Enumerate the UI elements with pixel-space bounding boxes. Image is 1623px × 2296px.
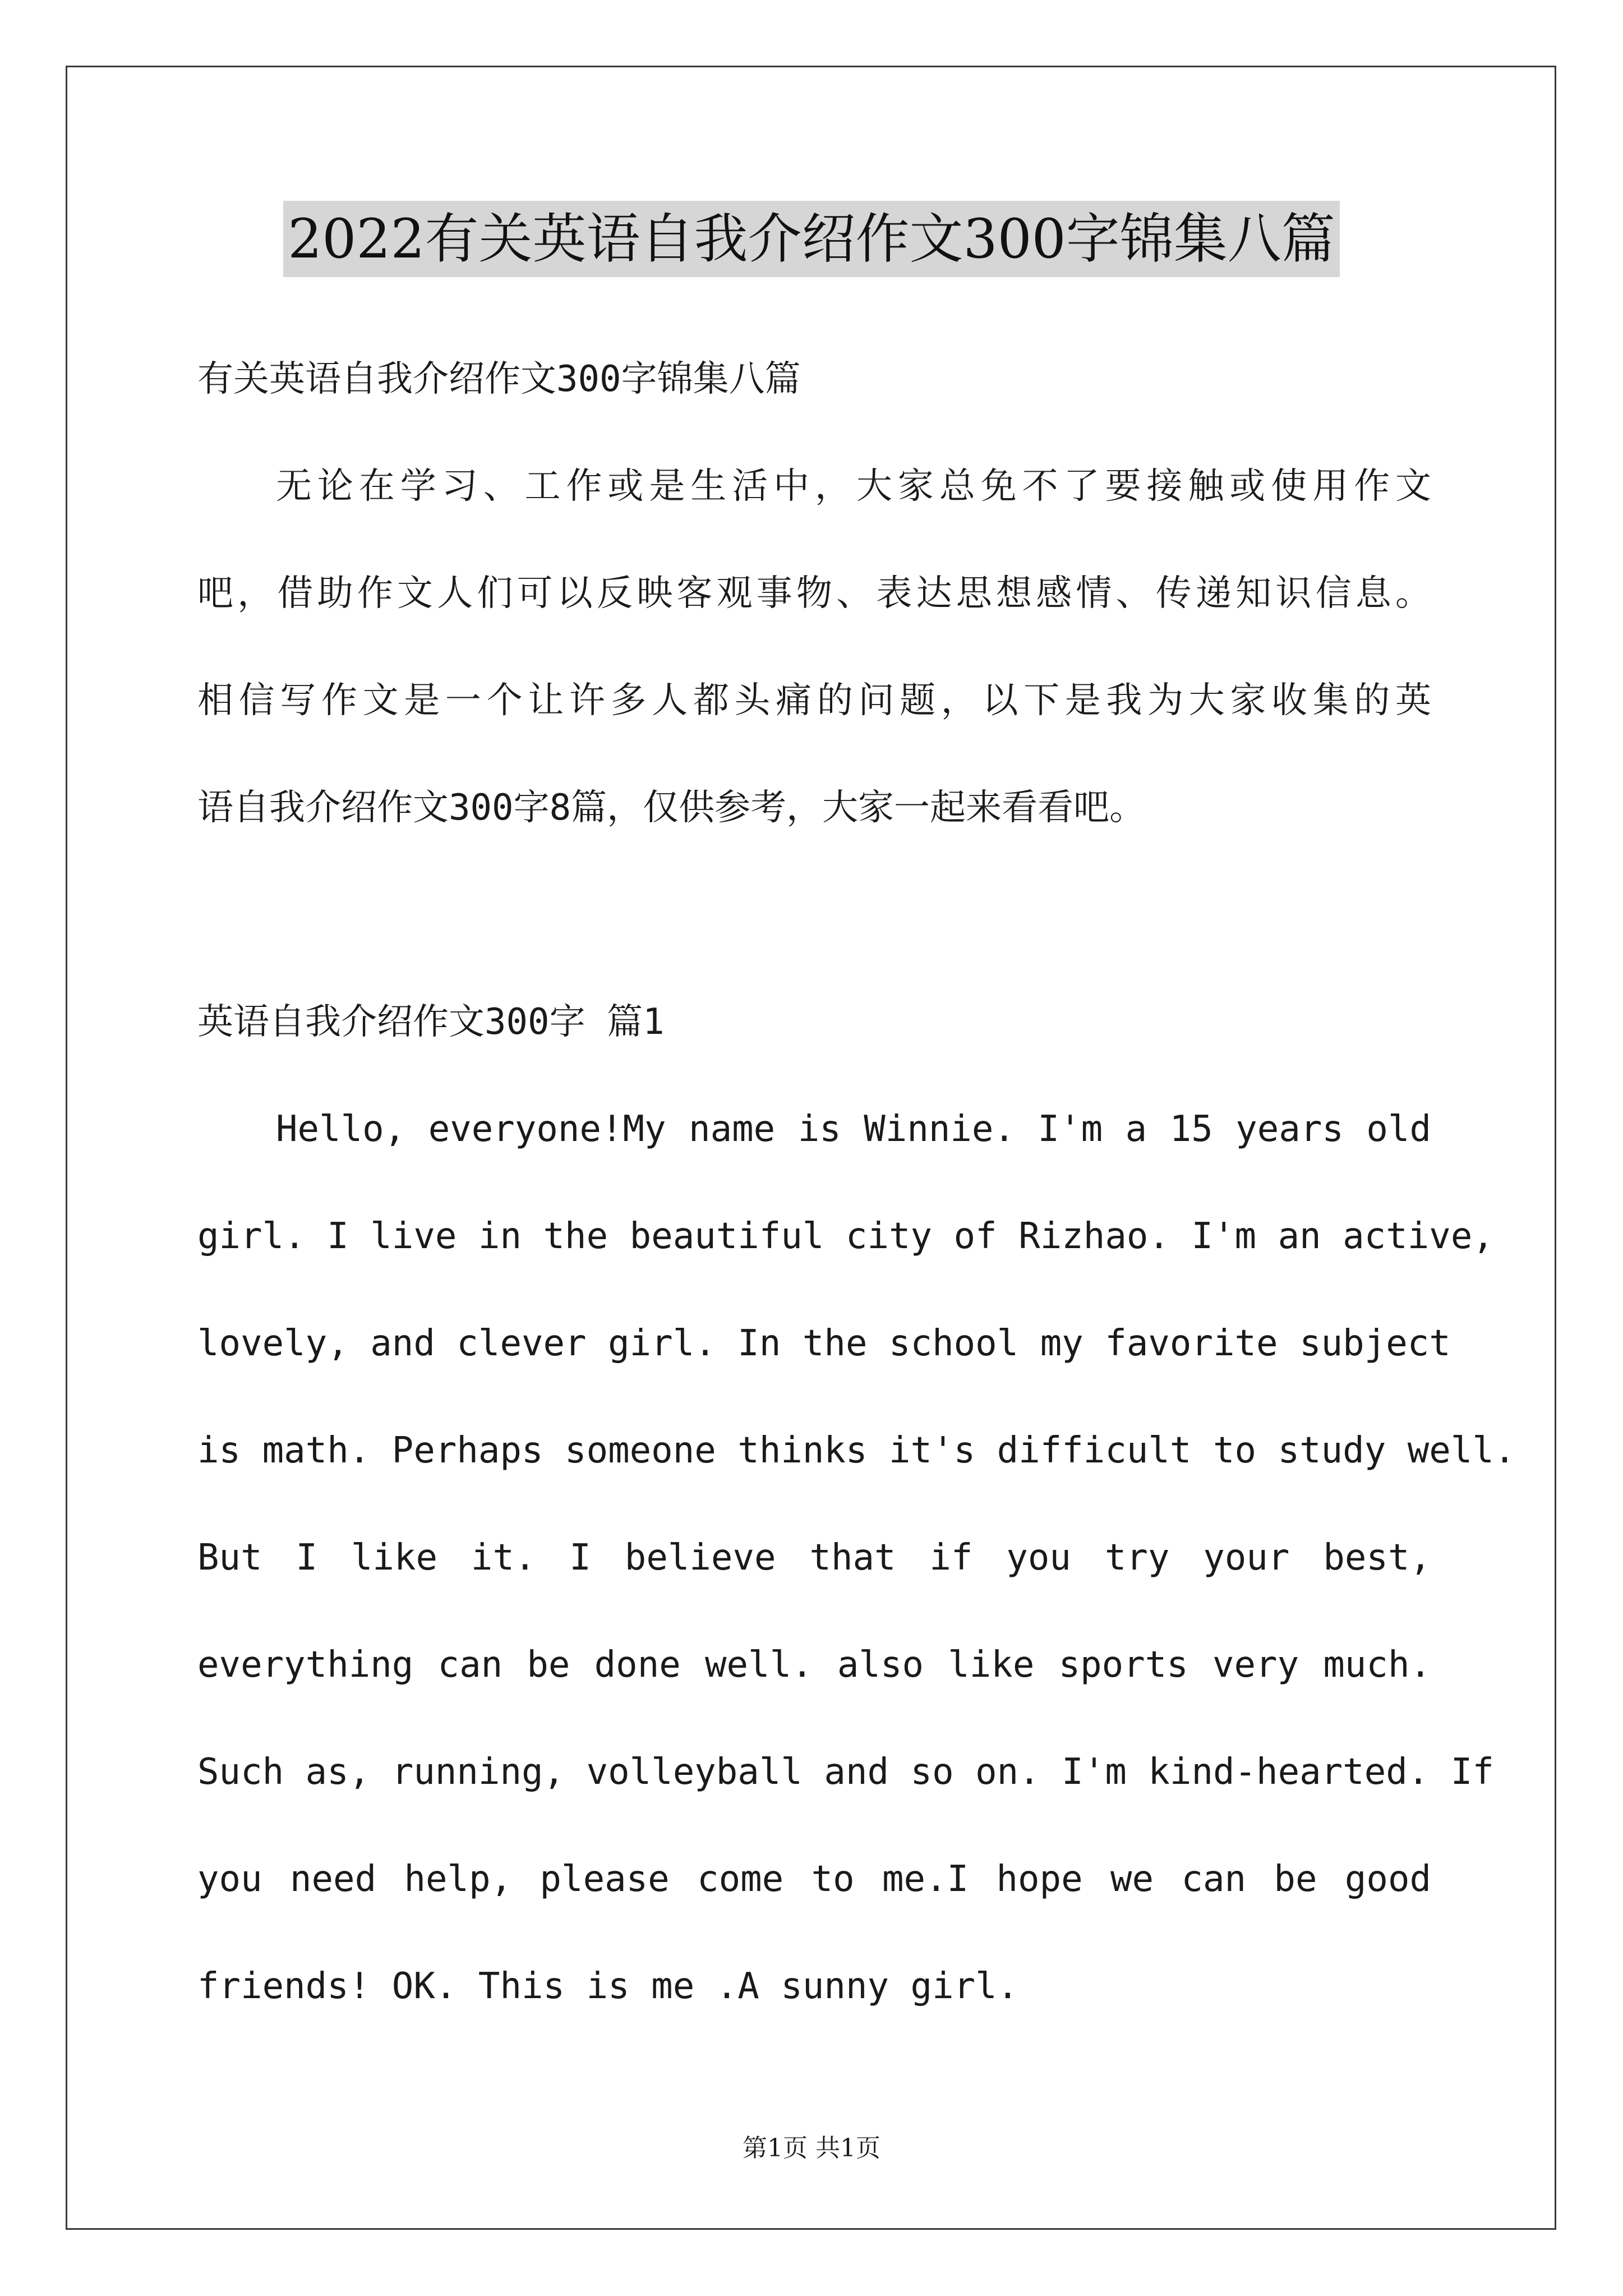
intro-line-3: 相信写作文是一个让许多人都头痛的问题，以下是我为大家收集的英	[197, 680, 1431, 721]
essay-line-2: girl. I live in the beautiful city of Rizhao. I'm an active,	[197, 1216, 1494, 1257]
page-footer: 第1页 共1页	[743, 2134, 880, 2162]
intro-line-4: 语自我介绍作文300字8篇，仅供参考，大家一起来看看吧。	[197, 787, 1146, 829]
essay-line-6: everything can be done well. also like sports very much.	[197, 1644, 1431, 1686]
essay-line-9: friends! OK. This is me .A sunny girl.	[197, 1966, 1019, 2007]
subtitle: 有关英语自我介绍作文300字锦集八篇	[197, 358, 801, 400]
title-wrap	[0, 201, 1623, 277]
essay-line-4: is math. Perhaps someone thinks it's difficult to study well.	[197, 1430, 1516, 1471]
essay-line-1: Hello, everyone!My name is Winnie. I'm a 15 years old	[276, 1108, 1431, 1150]
document-title: 2022有关英语自我介绍作文300字锦集八篇	[283, 201, 1340, 277]
essay-line-8: you need help, please come to me.I hope we can be good	[197, 1858, 1431, 1900]
essay-line-5: But I like it. I believe that if you try your best,	[197, 1537, 1431, 1579]
essay-line-7: Such as, running, volleyball and so on. I'm kind-hearted. If	[197, 1751, 1494, 1793]
section-heading: 英语自我介绍作文300字 篇1	[197, 1001, 665, 1043]
intro-line-2: 吧，借助作文人们可以反映客观事物、表达思想感情、传递知识信息。	[197, 573, 1431, 614]
essay-line-3: lovely, and clever girl. In the school my favorite subject	[197, 1323, 1451, 1364]
intro-line-1: 无论在学习、工作或是生活中，大家总免不了要接触或使用作文	[276, 466, 1431, 507]
